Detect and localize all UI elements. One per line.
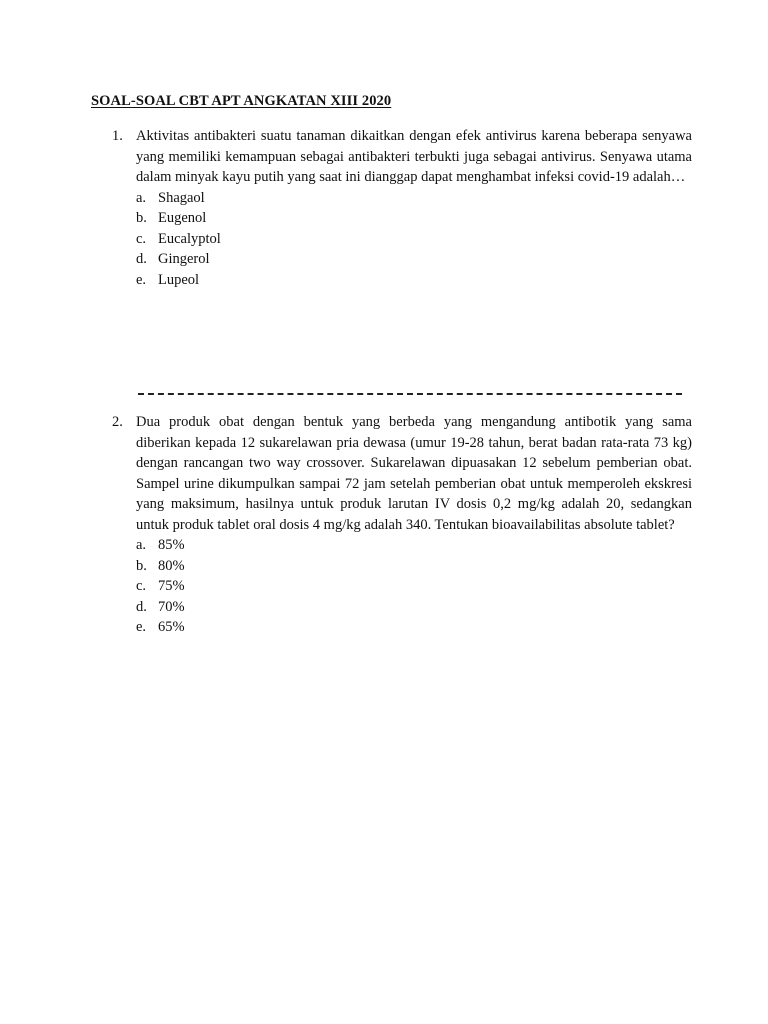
option-letter: a. [136, 189, 147, 206]
option-letter: b. [136, 557, 147, 574]
option-text: 85% [158, 537, 185, 553]
option-text: Lupeol [158, 271, 200, 288]
question-number: 1. [112, 128, 123, 144]
option-letter: d. [136, 251, 147, 267]
answer-option-d [112, 597, 692, 618]
answer-option-c [112, 229, 692, 250]
answer-option-b [112, 556, 692, 577]
option-text: 70% [158, 598, 185, 615]
option-letter: a. [136, 537, 147, 553]
option-text: 65% [158, 619, 185, 635]
option-text: Gingerol [158, 251, 210, 267]
question-1 [112, 126, 692, 290]
answer-options [112, 188, 692, 291]
option-letter: e. [136, 619, 147, 635]
option-text: 75% [158, 578, 185, 594]
option-text: Eugenol [158, 210, 207, 226]
answer-option-a [112, 188, 692, 209]
option-letter: c. [136, 230, 147, 247]
answer-option-b [112, 208, 692, 229]
option-letter: c. [136, 578, 147, 594]
document-title: SOAL-SOAL CBT APT ANGKATAN XIII 2020 [91, 93, 392, 109]
question-text: Aktivitas antibakteri suatu tanaman dikaitkan dengan efek antivirus karena beberapa senyawa yang memiliki kemampuan sebagai antibakteri terbukti juga sebagai antivirus. Senyawa utama dalam minyak kayu putih yang saat ini dianggap dapat menghambat infeksi covid-19 adalah… [136, 128, 692, 185]
option-letter: e. [136, 271, 147, 288]
answer-option-e [112, 270, 692, 291]
answer-option-d [112, 249, 692, 270]
answer-options [112, 535, 692, 638]
answer-option-c [112, 576, 692, 597]
option-letter: d. [136, 598, 147, 615]
question-text: Dua produk obat dengan bentuk yang berbeda yang mengandung antibotik yang sama diberikan kepada 12 sukarelawan pria dewasa (umur 19-28 tahun, berat badan rata-rata 73 kg) dengan rancangan two way crossover. Sukarelawan dipuasakan 12 sebelum pemberian obat. Sampel urine dikumpulkan sampai 72 jam setelah pemberian obat untuk memperoleh ekskresi yang maksimum, hasilnya untuk produk larutan IV dosis 0,2 mg/kg adalah 20, sedangkan untuk produk tablet oral dosis 4 mg/kg adalah 340. Tentukan bioavailabilitas absolute tablet? [136, 414, 692, 533]
option-text: Eucalyptol [158, 230, 221, 247]
answer-option-a [112, 535, 692, 556]
dashed-divider [138, 393, 682, 395]
question-2 [112, 412, 692, 638]
option-letter: b. [136, 210, 147, 226]
option-text: Shagaol [158, 189, 205, 206]
option-text: 80% [158, 557, 185, 574]
answer-option-e [112, 617, 692, 638]
question-number: 2. [112, 414, 123, 430]
